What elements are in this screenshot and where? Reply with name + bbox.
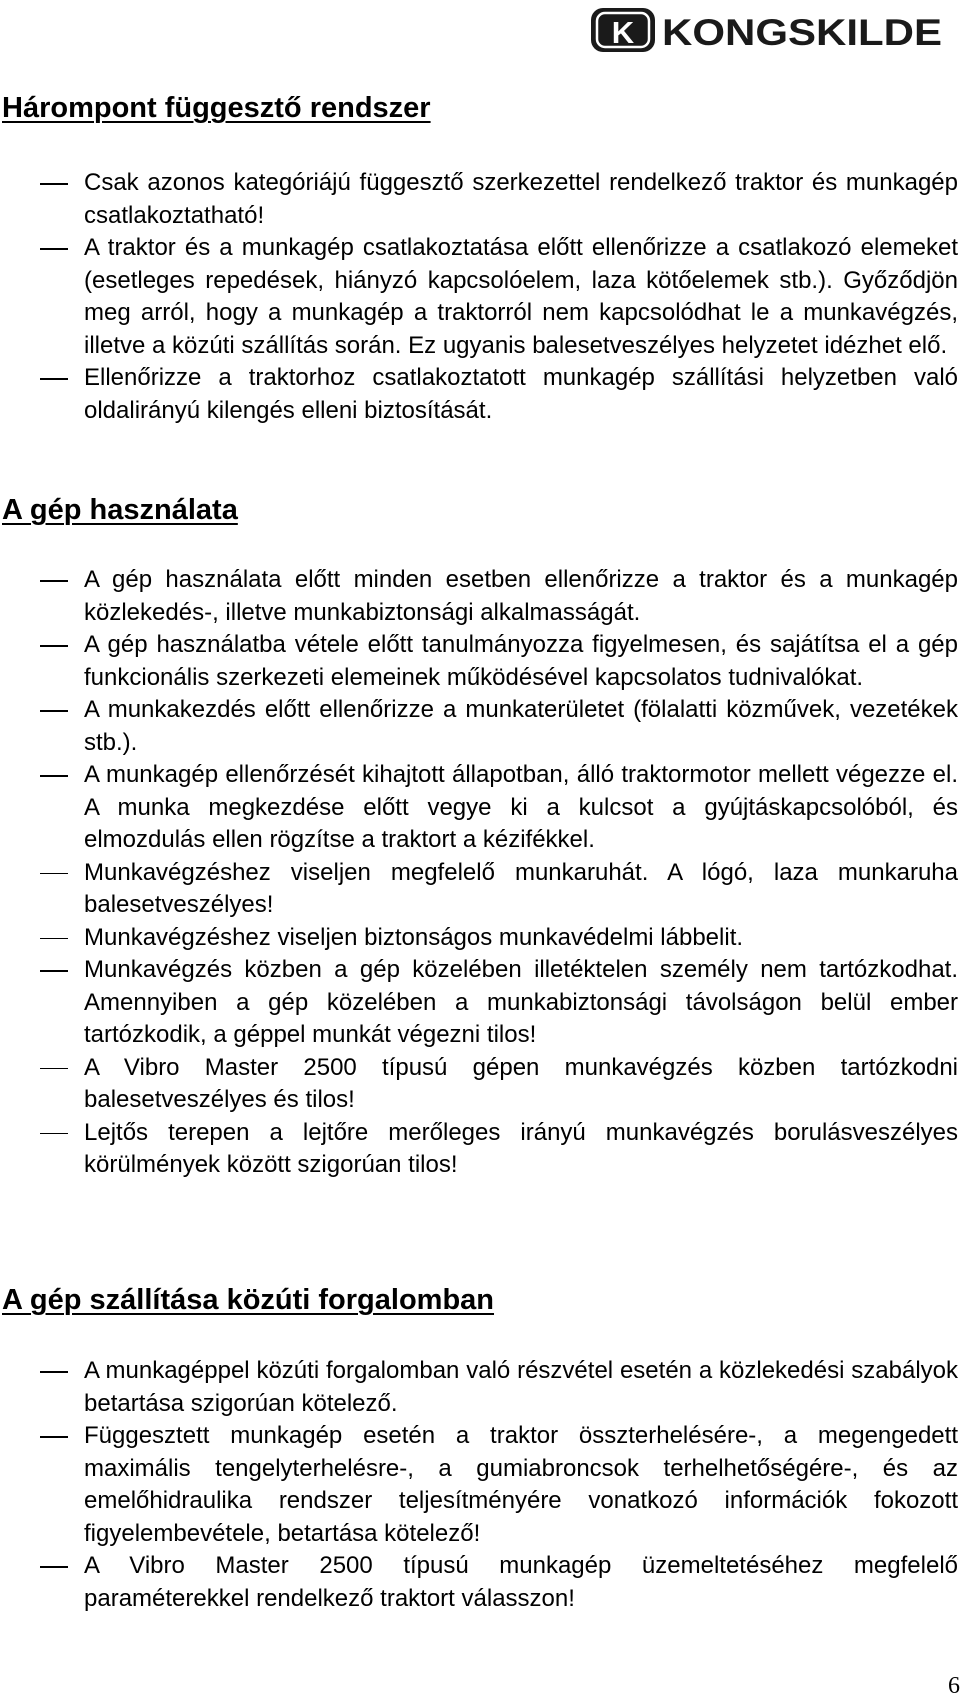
dash-marker <box>40 1068 68 1070</box>
list-item-text: A munkagép ellenőrzését kihajtott állapotban, álló traktormotor mellett végezze el. A munka megkezdése előtt vegye ki a kulcsot a gyújtáskapcsolóból, és elmozdulás ellen rögzítse a traktort a kézifékkel. <box>84 761 958 853</box>
bullet-list-harompont <box>0 167 958 427</box>
bullet-list-szallitas <box>0 1355 958 1615</box>
dash-marker <box>40 248 68 250</box>
dash-marker <box>40 1371 68 1373</box>
list-item-text: A Vibro Master 2500 típusú munkagép üzemeltetéséhez megfelelő paraméterekkel rendelkező traktort válasszon! <box>84 1552 958 1612</box>
list-item-text: A gép használata előtt minden esetben ellenőrizze a traktor és a munkagép közlekedés-, illetve munkabiztonsági alkalmasságát. <box>84 566 958 626</box>
dash-marker <box>40 1133 68 1135</box>
dash-marker <box>40 873 68 875</box>
dash-marker <box>40 378 68 380</box>
dash-marker <box>40 970 68 972</box>
list-item-text: A munkakezdés előtt ellenőrizze a munkaterületet (fölalatti közművek, vezetékek stb.). <box>84 696 958 756</box>
kongskilde-logo-mark <box>590 6 946 54</box>
list-item <box>0 232 958 362</box>
svg-text:KONGSKILDE: KONGSKILDE <box>662 12 942 53</box>
section-title-harompont: Hárompont függesztő rendszer <box>2 92 431 124</box>
list-item <box>0 362 958 427</box>
list-item-text: Függesztett munkagép esetén a traktor összterhelésére-, a megengedett maximális tengelyterhelésre-, a gumiabroncsok terhelhetőségére-, és az emelőhidraulika rendszer teljesítményére vonatkozó információk fokozott figyelembevétele, betartása kötelező! <box>84 1422 958 1547</box>
list-item <box>0 694 958 759</box>
list-item <box>0 1550 958 1615</box>
list-item-text: A Vibro Master 2500 típusú gépen munkavégzés közben tartózkodni balesetveszélyes és tilos! <box>84 1053 958 1113</box>
page-number: 6 <box>948 1673 960 1699</box>
dash-marker <box>40 710 68 712</box>
section-title-gep-hasznalata: A gép használata <box>2 494 238 526</box>
list-item <box>0 1117 958 1182</box>
list-item <box>0 954 958 1052</box>
dash-marker <box>40 183 68 185</box>
list-item-text: A gép használatba vétele előtt tanulmányozza figyelmesen, és sajátítsa el a gép funkcionális szerkezeti elemeinek működésével kapcsolatos tudnivalókat. <box>84 631 958 691</box>
list-item <box>0 629 958 694</box>
list-item <box>0 759 958 857</box>
list-item <box>0 1420 958 1550</box>
list-item-text: Munkavégzéshez viseljen biztonságos munkavédelmi lábbelit. <box>84 923 744 951</box>
bullet-list-gep-hasznalata <box>0 564 958 1182</box>
list-item-text: Munkavégzéshez viseljen megfelelő munkaruhát. A lógó, laza munkaruha balesetveszélyes! <box>84 858 958 918</box>
dash-marker <box>40 645 68 647</box>
list-item <box>0 1052 958 1117</box>
list-item <box>0 167 958 232</box>
section-title-szallitas: A gép szállítása közúti forgalomban <box>2 1284 495 1316</box>
list-item-text: Csak azonos kategóriájú függesztő szerkezettel rendelkező traktor és munkagép csatlakoztatható! <box>84 169 958 229</box>
list-item-text: A munkagéppel közúti forgalomban való részvétel esetén a közlekedési szabályok betartása szigorúan kötelező. <box>84 1357 958 1417</box>
dash-marker <box>40 775 68 777</box>
svg-text:K: K <box>611 15 635 50</box>
list-item <box>0 1355 958 1420</box>
dash-marker <box>40 1436 68 1438</box>
list-item <box>0 857 958 922</box>
kongskilde-logo <box>590 6 946 54</box>
dash-marker <box>40 938 68 940</box>
list-item-text: Ellenőrizze a traktorhoz csatlakoztatott munkagép szállítási helyzetben való oldalirányú kilengés elleni biztosítását. <box>84 364 958 424</box>
list-item <box>0 922 958 955</box>
dash-marker <box>40 1566 68 1568</box>
list-item-text: A traktor és a munkagép csatlakoztatása előtt ellenőrizze a csatlakozó elemeket (esetleges repedések, hiányzó kapcsolóelem, laza kötőelemek stb.). Győződjön meg arról, hogy a munkagép a traktorról nem kapcsolódhat le a munkavégzés, illetve a közúti szállítás során. Ez ugyanis balesetveszélyes helyzetet idézhet elő. <box>84 234 958 359</box>
list-item-text: Munkavégzés közben a gép közelében illetéktelen személy nem tartózkodhat. Amennyiben a gép közelében a munkabiztonsági távolságon belül ember tartózkodik, a géppel munkát végezni tilos! <box>84 956 958 1048</box>
dash-marker <box>40 580 68 582</box>
list-item <box>0 564 958 629</box>
list-item-text: Lejtős terepen a lejtőre merőleges irányú munkavégzés borulásveszélyes körülmények között szigorúan tilos! <box>84 1118 958 1178</box>
